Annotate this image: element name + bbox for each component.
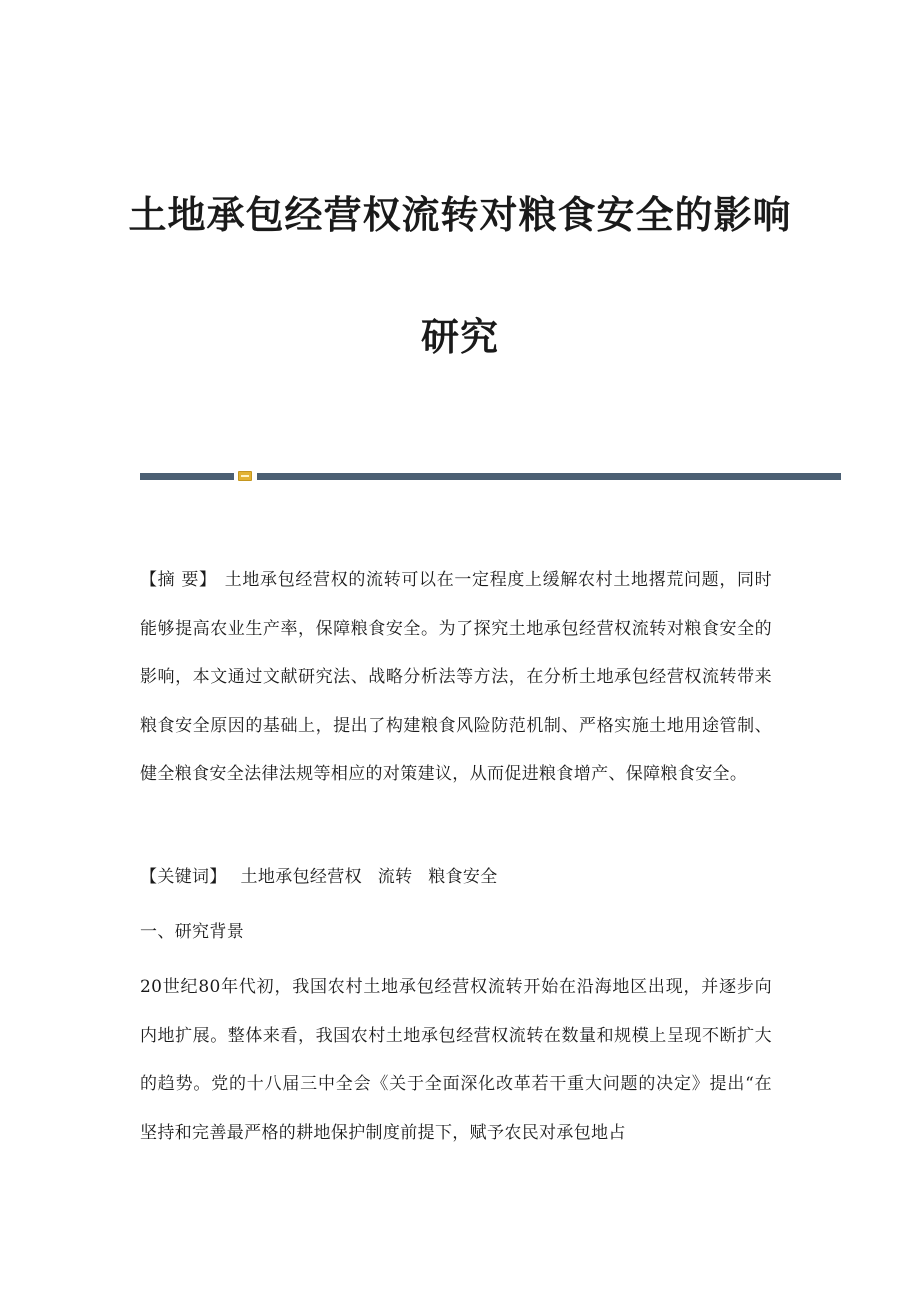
body-paragraph: 20世纪80年代初，我国农村土地承包经营权流转开始在沿海地区出现，并逐步向内地扩展。整体来看，我国农村土地承包经营权流转在数量和规模上呈现不断扩大的趋势。党的十八届三中全会《关于全面深化改革若干重大问题的决定》提出“在坚持和完善最严格的耕地保护制度前提下，赋予农民对承包地占 [140,977,772,1143]
abstract [140,556,772,799]
section-heading: 一、研究背景 [140,922,245,942]
keyword: 土地承包经营权 [240,867,362,887]
divider-marker-icon [238,471,252,481]
keyword: 流转 [377,867,413,887]
document-title-line-2: 研究 [420,314,499,359]
keywords [140,853,772,902]
divider-bar-right [257,473,841,480]
document-title-line-1: 土地承包经营权流转对粮食安全的影响 [128,192,792,237]
abstract-text: 土地承包经营权的流转可以在一定程度上缓解农村土地撂荒问题，同时能够提高农业生产率，保障粮食安全。为了探究土地承包经营权流转对粮食安全的影响，本文通过文献研究法、战略分析法等方法，在分析土地承包经营权流转带来粮食安全原因的基础上，提出了构建粮食风险防范机制、严格实施土地用途管制、健全粮食安全法律法规等相应的对策建议，从而促进粮食增产、保障粮食安全。 [140,570,772,784]
divider-bar-left [140,473,234,480]
keyword: 粮食安全 [428,867,498,887]
keywords-label: 【关键词】 [140,867,227,887]
title-divider [140,471,841,480]
abstract-label: 【摘 要】 [140,570,217,590]
